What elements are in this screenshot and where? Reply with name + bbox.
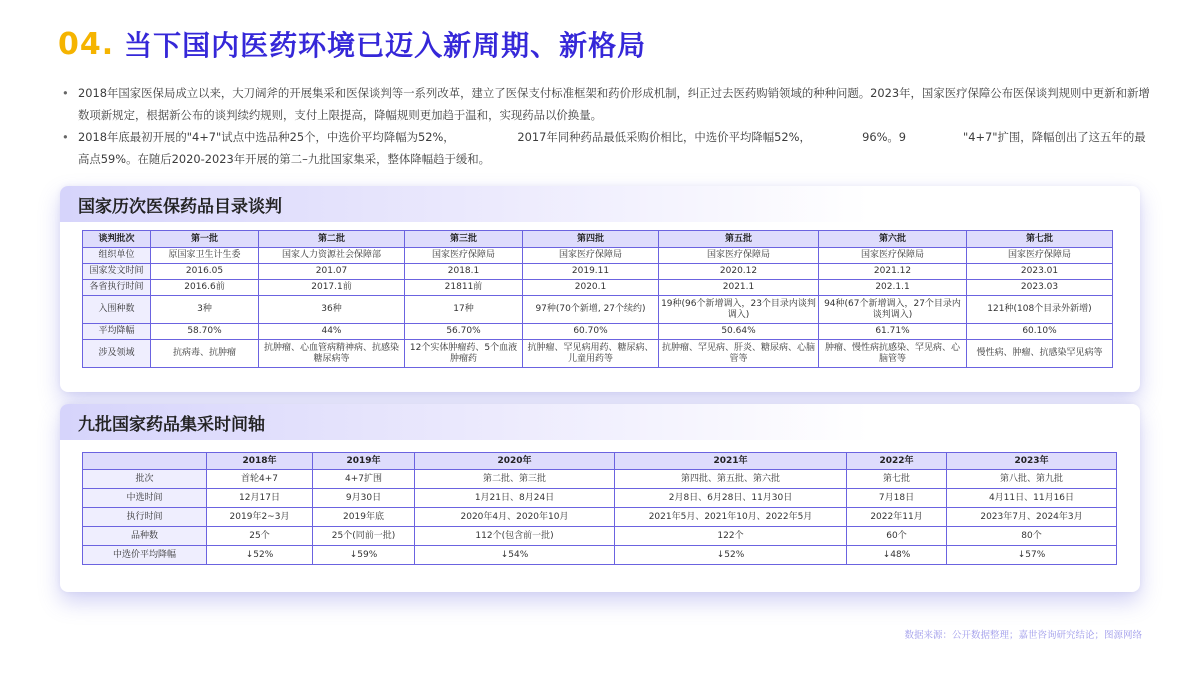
table-row <box>83 248 1113 264</box>
table-cell: 2021.12 <box>819 264 967 280</box>
table-cell: 慢性病、肿瘤、抗感染罕见病等 <box>967 340 1113 368</box>
column-header: 2022年 <box>847 453 947 470</box>
section-number: 04. <box>58 26 115 62</box>
data-source-note: 数据来源：公开数据整理；嘉世咨询研究结论；图源网络 <box>904 630 1142 641</box>
table-cell: 第七批 <box>847 470 947 489</box>
table-cell: 2020.1 <box>523 280 659 296</box>
table-cell: 2023.01 <box>967 264 1113 280</box>
table-cell: 60.10% <box>967 324 1113 340</box>
table-cell: 4+7扩围 <box>313 470 415 489</box>
table-cell: 56.70% <box>405 324 523 340</box>
table-cell: 2016.6前 <box>151 280 259 296</box>
table-cell: 国家医疗保障局 <box>523 248 659 264</box>
column-header: 2020年 <box>415 453 615 470</box>
row-header: 涉及领域 <box>83 340 151 368</box>
table-cell: 2月8日、6月28日、11月30日 <box>615 489 847 508</box>
column-header <box>83 453 207 470</box>
card-header <box>60 186 1140 222</box>
row-header: 国家发文时间 <box>83 264 151 280</box>
column-header: 第一批 <box>151 231 259 248</box>
table-cell: 国家医疗保障局 <box>967 248 1113 264</box>
column-header: 2019年 <box>313 453 415 470</box>
table-cell: 201.07 <box>259 264 405 280</box>
section-title: 当下国内医药环境已迈入新周期、新格局 <box>124 29 647 62</box>
table-cell: 2023年7月、2024年3月 <box>947 508 1117 527</box>
row-header: 批次 <box>83 470 207 489</box>
table-cell: ↓54% <box>415 546 615 565</box>
table-row <box>83 264 1113 280</box>
table-header-row <box>83 231 1113 248</box>
table-cell: 2016.05 <box>151 264 259 280</box>
table-cell: 94种(67个新增调入，27个目录内谈判调入) <box>819 296 967 324</box>
table-cell: 第四批、第五批、第六批 <box>615 470 847 489</box>
table-cell: 25个 <box>207 527 313 546</box>
row-header: 组织单位 <box>83 248 151 264</box>
table-cell: 2023.03 <box>967 280 1113 296</box>
table-cell: 80个 <box>947 527 1117 546</box>
card-title: 九批国家药品集采时间轴 <box>78 414 265 435</box>
row-header: 中选价平均降幅 <box>83 546 207 565</box>
column-header: 第二批 <box>259 231 405 248</box>
table-cell: 抗病毒、抗肿瘤 <box>151 340 259 368</box>
table-cell: 21811前 <box>405 280 523 296</box>
table-header-row <box>83 453 1117 470</box>
column-header: 第四批 <box>523 231 659 248</box>
table-cell: ↓59% <box>313 546 415 565</box>
table-row <box>83 280 1113 296</box>
table-cell: 1月21日、8月24日 <box>415 489 615 508</box>
table-cell: 2020年4月、2020年10月 <box>415 508 615 527</box>
table-cell: 12月17日 <box>207 489 313 508</box>
negotiation-card <box>60 186 1140 392</box>
table-cell: 国家医疗保障局 <box>819 248 967 264</box>
row-header: 执行时间 <box>83 508 207 527</box>
table-cell: 抗肿瘤、罕见病、肝炎、糖尿病、心脑管等 <box>659 340 819 368</box>
card-header <box>60 404 1140 440</box>
table-cell: ↓57% <box>947 546 1117 565</box>
table-cell: 7月18日 <box>847 489 947 508</box>
table-cell: 抗肿瘤、心血管病精神病、抗感染糖尿病等 <box>259 340 405 368</box>
bullet-item: • 2018年底最初开展的"4+7"试点中选品种25个，中选价平均降幅为52%， 2017年同种药品最低采购价相比，中选价平均降幅52%， 96%。9 "4+7"扩围，降幅创出了这五年的最高点59%。在随后2020-2023年开展的第二–九批国家集采，整体降幅趋于缓和。 <box>62 126 1152 170</box>
column-header: 2018年 <box>207 453 313 470</box>
table-cell: 2019年底 <box>313 508 415 527</box>
table-cell: 原国家卫生计生委 <box>151 248 259 264</box>
column-header: 第三批 <box>405 231 523 248</box>
table-row <box>83 527 1117 546</box>
column-header: 第六批 <box>819 231 967 248</box>
table-row <box>83 489 1117 508</box>
card-title: 国家历次医保药品目录谈判 <box>78 196 282 217</box>
table-cell: 58.70% <box>151 324 259 340</box>
column-header: 第七批 <box>967 231 1113 248</box>
procurement-table <box>82 452 1117 565</box>
table-cell: 国家医疗保障局 <box>405 248 523 264</box>
table-row <box>83 508 1117 527</box>
row-header: 入围种数 <box>83 296 151 324</box>
row-header: 各省执行时间 <box>83 280 151 296</box>
column-header: 2023年 <box>947 453 1117 470</box>
table-cell: 50.64% <box>659 324 819 340</box>
table-cell: 2021.1 <box>659 280 819 296</box>
table-row <box>83 324 1113 340</box>
table-cell: 17种 <box>405 296 523 324</box>
row-header: 中选时间 <box>83 489 207 508</box>
table-cell: 2019.11 <box>523 264 659 280</box>
table-cell: ↓48% <box>847 546 947 565</box>
table-cell: 第八批、第九批 <box>947 470 1117 489</box>
row-header: 品种数 <box>83 527 207 546</box>
table-cell: 抗肿瘤、罕见病用药、糖尿病、儿童用药等 <box>523 340 659 368</box>
table-cell: 2017.1前 <box>259 280 405 296</box>
table-cell: ↓52% <box>207 546 313 565</box>
column-header: 2021年 <box>615 453 847 470</box>
table-cell: 2020.12 <box>659 264 819 280</box>
table-row <box>83 340 1113 368</box>
table-cell: 国家医疗保障局 <box>659 248 819 264</box>
table-cell: 44% <box>259 324 405 340</box>
table-cell: 2018.1 <box>405 264 523 280</box>
table-cell: 第二批、第三批 <box>415 470 615 489</box>
table-cell: 36种 <box>259 296 405 324</box>
table-cell: 25个(同前一批) <box>313 527 415 546</box>
table-cell: 3种 <box>151 296 259 324</box>
table-cell: 60个 <box>847 527 947 546</box>
table-row <box>83 296 1113 324</box>
page-title <box>58 22 646 66</box>
bullet-item: • 2018年国家医保局成立以来，大刀阔斧的开展集采和医保谈判等一系列改革，建立了医保支付标准框架和药价形成机制，纠正过去医药购销领域的种种问题。2023年，国家医疗保障公布医保谈判规则中更新和新增数项新规定，根据新公布的谈判续约规则，支付上限提高，降幅规则更加趋于温和，实现药品以价换量。 <box>62 82 1152 126</box>
table-cell: 9月30日 <box>313 489 415 508</box>
table-cell: 2021年5月、2021年10月、2022年5月 <box>615 508 847 527</box>
bullet-list <box>62 82 1152 170</box>
table-cell: 61.71% <box>819 324 967 340</box>
table-cell: 97种(70个新增, 27个续约) <box>523 296 659 324</box>
table-cell: 2022年11月 <box>847 508 947 527</box>
table-cell: ↓52% <box>615 546 847 565</box>
column-header: 谈判批次 <box>83 231 151 248</box>
table-cell: 2019年2~3月 <box>207 508 313 527</box>
table-row <box>83 546 1117 565</box>
negotiation-table <box>82 230 1113 368</box>
table-cell: 首轮4+7 <box>207 470 313 489</box>
row-header: 平均降幅 <box>83 324 151 340</box>
table-cell: 4月11日、11月16日 <box>947 489 1117 508</box>
table-row <box>83 470 1117 489</box>
table-cell: 60.70% <box>523 324 659 340</box>
table-cell: 202.1.1 <box>819 280 967 296</box>
table-cell: 121种(108个目录外新增) <box>967 296 1113 324</box>
table-cell: 肿瘤、慢性病抗感染、罕见病、心脑管等 <box>819 340 967 368</box>
table-cell: 12个实体肿瘤药、5个血液肿瘤药 <box>405 340 523 368</box>
table-cell: 19种(96个新增调入，23个目录内谈判调入) <box>659 296 819 324</box>
procurement-card <box>60 404 1140 592</box>
table-cell: 国家人力资源社会保障部 <box>259 248 405 264</box>
table-cell: 122个 <box>615 527 847 546</box>
column-header: 第五批 <box>659 231 819 248</box>
table-cell: 112个(包含前一批) <box>415 527 615 546</box>
